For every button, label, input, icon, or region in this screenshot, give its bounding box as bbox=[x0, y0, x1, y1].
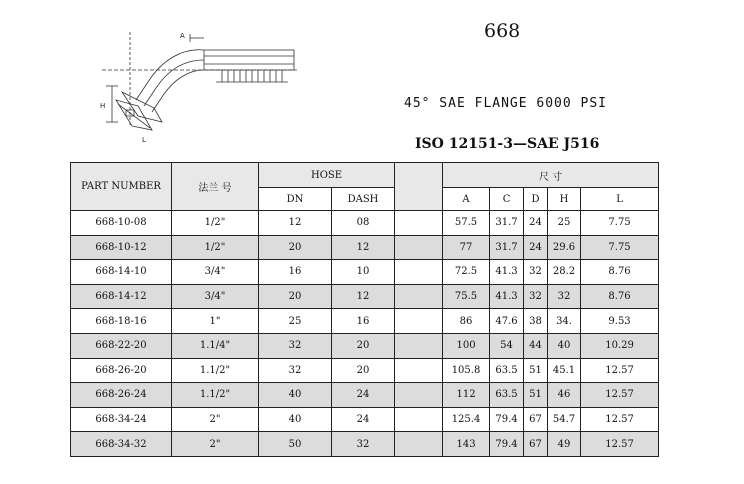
cell-flange: 2" bbox=[172, 407, 259, 432]
header-d: D bbox=[524, 188, 548, 211]
cell-dn: 40 bbox=[259, 383, 332, 408]
cell-h: 25 bbox=[548, 211, 581, 236]
table-row bbox=[71, 432, 659, 457]
cell-a: 57.5 bbox=[443, 211, 490, 236]
cell-dn: 32 bbox=[259, 333, 332, 358]
cell-l: 7.75 bbox=[581, 235, 659, 260]
cell-h: 45.1 bbox=[548, 358, 581, 383]
cell-a: 105.8 bbox=[443, 358, 490, 383]
cell-flange: 1/2" bbox=[172, 235, 259, 260]
cell-l: 12.57 bbox=[581, 407, 659, 432]
product-title: 45° SAE FLANGE 6000 PSI bbox=[404, 96, 608, 111]
header-a: A bbox=[443, 188, 490, 211]
cell-h: 46 bbox=[548, 383, 581, 408]
header-c: C bbox=[490, 188, 524, 211]
cell-h: 28.2 bbox=[548, 260, 581, 285]
cell-blank bbox=[395, 333, 443, 358]
header-blank bbox=[395, 163, 443, 211]
cell-part-number: 668-18-16 bbox=[71, 309, 172, 334]
cell-a: 100 bbox=[443, 333, 490, 358]
cell-l: 8.76 bbox=[581, 260, 659, 285]
header-hose: HOSE bbox=[259, 163, 395, 188]
cell-c: 47.6 bbox=[490, 309, 524, 334]
header-dimensions: 尺 寸 bbox=[443, 163, 659, 188]
specification-table bbox=[70, 162, 659, 457]
table-row bbox=[71, 333, 659, 358]
cell-l: 8.76 bbox=[581, 284, 659, 309]
header-part-number: PART NUMBER bbox=[71, 163, 172, 211]
cell-d: 44 bbox=[524, 333, 548, 358]
header-flange-size: 法兰 号 bbox=[172, 163, 259, 211]
cell-c: 79.4 bbox=[490, 432, 524, 457]
cell-c: 63.5 bbox=[490, 383, 524, 408]
table-row bbox=[71, 235, 659, 260]
cell-d: 67 bbox=[524, 432, 548, 457]
cell-c: 54 bbox=[490, 333, 524, 358]
table-row bbox=[71, 211, 659, 236]
fitting-drawing bbox=[92, 26, 302, 146]
cell-c: 31.7 bbox=[490, 211, 524, 236]
cell-a: 112 bbox=[443, 383, 490, 408]
cell-d: 32 bbox=[524, 284, 548, 309]
cell-dn: 25 bbox=[259, 309, 332, 334]
cell-flange: 1.1/4" bbox=[172, 333, 259, 358]
cell-dn: 50 bbox=[259, 432, 332, 457]
cell-part-number: 668-26-20 bbox=[71, 358, 172, 383]
cell-part-number: 668-10-08 bbox=[71, 211, 172, 236]
dimension-label-h: H bbox=[100, 102, 106, 110]
dimension-label-l: L bbox=[142, 136, 146, 144]
cell-flange: 1" bbox=[172, 309, 259, 334]
cell-blank bbox=[395, 407, 443, 432]
cell-a: 72.5 bbox=[443, 260, 490, 285]
cell-h: 54.7 bbox=[548, 407, 581, 432]
cell-d: 51 bbox=[524, 358, 548, 383]
cell-dn: 16 bbox=[259, 260, 332, 285]
cell-dn: 20 bbox=[259, 284, 332, 309]
cell-part-number: 668-10-12 bbox=[71, 235, 172, 260]
cell-flange: 3/4" bbox=[172, 260, 259, 285]
table-row bbox=[71, 383, 659, 408]
cell-flange: 2" bbox=[172, 432, 259, 457]
cell-dash: 20 bbox=[332, 358, 395, 383]
cell-l: 10.29 bbox=[581, 333, 659, 358]
cell-dash: 08 bbox=[332, 211, 395, 236]
table-row bbox=[71, 407, 659, 432]
cell-l: 7.75 bbox=[581, 211, 659, 236]
table-body bbox=[71, 211, 659, 457]
cell-part-number: 668-14-10 bbox=[71, 260, 172, 285]
cell-part-number: 668-22-20 bbox=[71, 333, 172, 358]
cell-blank bbox=[395, 309, 443, 334]
cell-part-number: 668-34-32 bbox=[71, 432, 172, 457]
cell-d: 67 bbox=[524, 407, 548, 432]
table-row bbox=[71, 358, 659, 383]
cell-c: 63.5 bbox=[490, 358, 524, 383]
cell-dash: 12 bbox=[332, 235, 395, 260]
cell-dn: 20 bbox=[259, 235, 332, 260]
cell-blank bbox=[395, 383, 443, 408]
cell-d: 24 bbox=[524, 235, 548, 260]
cell-part-number: 668-26-24 bbox=[71, 383, 172, 408]
cell-flange: 1.1/2" bbox=[172, 358, 259, 383]
cell-a: 143 bbox=[443, 432, 490, 457]
cell-dn: 12 bbox=[259, 211, 332, 236]
cell-d: 38 bbox=[524, 309, 548, 334]
table-row bbox=[71, 284, 659, 309]
table-row bbox=[71, 260, 659, 285]
cell-a: 77 bbox=[443, 235, 490, 260]
cell-blank bbox=[395, 260, 443, 285]
cell-flange: 3/4" bbox=[172, 284, 259, 309]
cell-dash: 32 bbox=[332, 432, 395, 457]
cell-part-number: 668-14-12 bbox=[71, 284, 172, 309]
cell-a: 125.4 bbox=[443, 407, 490, 432]
cell-blank bbox=[395, 284, 443, 309]
cell-c: 41.3 bbox=[490, 260, 524, 285]
cell-blank bbox=[395, 432, 443, 457]
cell-flange: 1.1/2" bbox=[172, 383, 259, 408]
cell-d: 51 bbox=[524, 383, 548, 408]
dimension-label-a: A bbox=[180, 32, 185, 40]
cell-dash: 24 bbox=[332, 407, 395, 432]
cell-a: 75.5 bbox=[443, 284, 490, 309]
cell-c: 31.7 bbox=[490, 235, 524, 260]
cell-d: 24 bbox=[524, 211, 548, 236]
cell-blank bbox=[395, 211, 443, 236]
cell-c: 41.3 bbox=[490, 284, 524, 309]
cell-dash: 10 bbox=[332, 260, 395, 285]
standard-reference: ISO 12151-3—SAE J516 bbox=[415, 136, 600, 152]
part-code: 668 bbox=[484, 20, 521, 42]
cell-a: 86 bbox=[443, 309, 490, 334]
cell-dash: 20 bbox=[332, 333, 395, 358]
cell-l: 9.53 bbox=[581, 309, 659, 334]
cell-dn: 32 bbox=[259, 358, 332, 383]
cell-h: 29.6 bbox=[548, 235, 581, 260]
cell-part-number: 668-34-24 bbox=[71, 407, 172, 432]
cell-h: 32 bbox=[548, 284, 581, 309]
cell-flange: 1/2" bbox=[172, 211, 259, 236]
cell-dash: 12 bbox=[332, 284, 395, 309]
table-row bbox=[71, 309, 659, 334]
cell-l: 12.57 bbox=[581, 358, 659, 383]
cell-c: 79.4 bbox=[490, 407, 524, 432]
cell-h: 49 bbox=[548, 432, 581, 457]
cell-h: 40 bbox=[548, 333, 581, 358]
header-h: H bbox=[548, 188, 581, 211]
cell-dash: 16 bbox=[332, 309, 395, 334]
header-dash: DASH bbox=[332, 188, 395, 211]
cell-l: 12.57 bbox=[581, 432, 659, 457]
header-l: L bbox=[581, 188, 659, 211]
cell-dn: 40 bbox=[259, 407, 332, 432]
cell-blank bbox=[395, 235, 443, 260]
cell-d: 32 bbox=[524, 260, 548, 285]
cell-l: 12.57 bbox=[581, 383, 659, 408]
cell-h: 34. bbox=[548, 309, 581, 334]
cell-dash: 24 bbox=[332, 383, 395, 408]
cell-blank bbox=[395, 358, 443, 383]
header-dn: DN bbox=[259, 188, 332, 211]
